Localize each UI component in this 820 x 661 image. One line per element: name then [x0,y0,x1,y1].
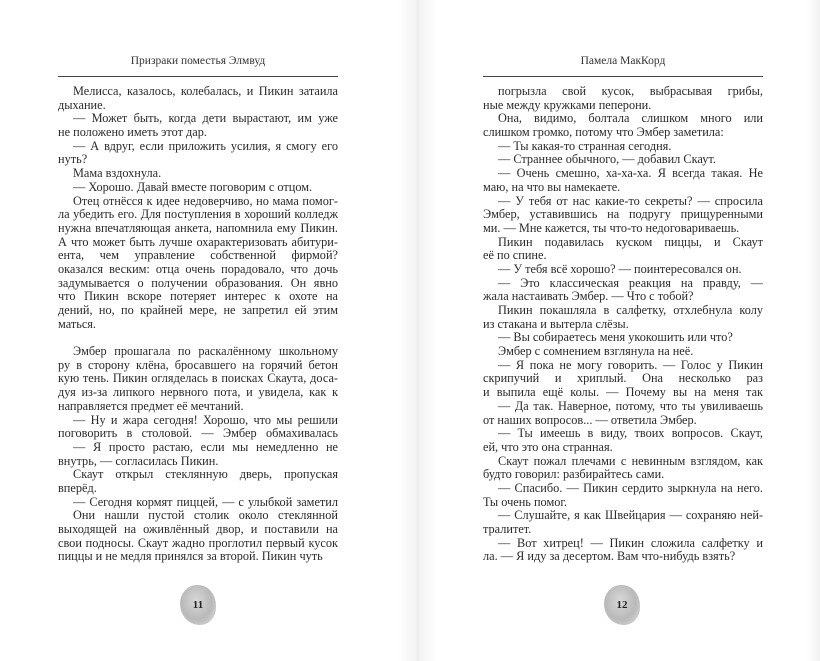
text-line: Мелисса, казалось, колебалась, и Пикин затаила [73,85,338,98]
text-line: — Вот хитрец! — Пикин сложила салфетку и [498,536,763,550]
page-edge [806,0,820,661]
section-break [58,331,338,345]
text-line: свои подносы. Скаут жадно проглотил первый кусок [58,536,338,550]
paragraph [58,441,338,468]
text-line: слишком громко, потому что Эмбер заметила: [483,126,724,140]
page-number-ornament [604,585,640,625]
page-body [58,85,338,564]
paragraph [58,140,338,167]
paragraph [483,359,763,400]
text-line: не положено иметь этот дар. [58,126,207,140]
page-body [483,85,763,564]
paragraph [483,85,763,112]
text-line: — Хорошо. Давай вместе поговорим с отцом. [73,180,313,194]
text-line: Ты очень помог. [483,495,568,509]
paragraph [483,427,763,454]
text-line: ми. — Мне кажется, ты что-то недоговариваешь. [483,221,740,235]
text-line: дуя из-за липкого нервного пота, и увидела, как к [58,386,338,400]
paragraph [483,482,763,509]
text-line: Отец отнёсся к идее недоверчиво, но мама помог- [73,194,338,208]
text-line: — Я просто растаю, если мы немедленно не [73,440,338,454]
paragraph [483,153,763,167]
header-rule [58,76,338,77]
text-line: внутрь, — согласилась Пикин. [58,454,219,468]
text-line: ента, чем управление собственной фирмой? [58,249,338,263]
text-line: ру в сторону клёна, бросавшего на горячий бетон [58,358,338,372]
text-line: её по спине. [483,249,547,263]
page-number: 12 [616,599,628,611]
text-line: — Ну и жара сегодня! Хорошо, что мы решили [73,413,338,427]
paragraph [483,263,763,277]
text-line: Эмбер прошагала по раскалённому школьному [73,345,338,359]
text-line: нужна впечатляющая анкета, напомнила ему Пикин. [58,221,338,235]
paragraph [58,509,338,564]
text-line: — У тебя всё хорошо? — поинтересовался он. [498,262,742,276]
text-line: — Сегодня кормят пиццей, — с улыбкой заметил [73,495,338,509]
text-line: — Я пока не могу говорить. — Голос у Пикин [498,358,763,372]
paragraph [483,345,763,359]
header-rule [483,76,763,77]
text-line: дений, но, по крайней мере, не запретил ей этим [58,304,338,317]
paragraph [483,537,763,564]
text-line: скрипучий и хриплый. Она несколько раз [483,372,763,386]
paragraph [483,112,763,139]
paragraph [58,468,338,495]
text-line: дыхание. [58,98,106,112]
text-line: Пикин подавилась куском пиццы, и Скаут [498,235,763,249]
text-line: — Страннее обычного, — добавил Скаут. [498,153,716,167]
paragraph [483,509,763,536]
text-line: — Это классическая реакция на правду, — [498,276,763,290]
paragraph [483,304,763,331]
text-line: Мама вздохнула. [73,167,162,181]
book-gutter [398,0,438,661]
paragraph [58,345,338,413]
text-line: Скаут открыл стеклянную дверь, пропуская [73,468,338,482]
text-line: Пикин покашляла в салфетку, отхлебнула колу [498,304,763,317]
text-line: — У тебя от нас какие-то секреты? — спросила [498,194,763,208]
text-line: Она, видимо, болтала слишком много или [498,112,763,126]
paragraph [58,112,338,139]
paragraph [58,496,338,510]
text-line: выходящей на оживлённый двор, и поставили на [58,523,338,536]
text-line: — Ты имеешь в виду, твоих вопросов. Скаут, [498,427,763,441]
paragraph [58,181,338,195]
page-number: 11 [192,599,204,611]
paragraph [483,167,763,194]
text-line: жала настаивать Эмбер. — Что с тобой? [483,290,694,304]
text-line: — Очень смешно, ха-ха-ха. Я всегда такая. Не [498,167,763,181]
paragraph [58,85,338,112]
text-line: Они нашли пустой столик около стеклянной [73,509,338,523]
text-line: из стакана и вытерла слёзы. [483,317,629,331]
text-line: кую тень. Пикин огляделась в поисках Скаута, доса- [58,372,338,386]
text-line: — Может быть, когда дети вырастают, им уже [73,112,338,126]
text-line: маю, на что вы намекаете. [483,180,621,194]
running-header-author: Памела МакКорд [580,55,666,67]
text-line: направляется предмет её мечтаний. [58,399,244,413]
text-line: от наших вопросов... — ответила Эмбер. [483,413,697,427]
text-line: погрызла свой кусок, выбрасывая грибы, [498,85,763,98]
text-line: Эмбер, уставившись на подругу прищуренными [483,208,763,222]
text-line: ные между кружками пеперони. [483,98,652,112]
paragraph [483,236,763,263]
text-line: маться. [58,317,97,331]
text-line: пиццы и не медля принялся за второй. Пикин чуть [58,550,323,564]
paragraph [483,195,763,236]
paragraph [58,167,338,181]
text-line: — А вдруг, если приложить усилия, я смогу его [73,139,338,153]
paragraph [58,195,338,332]
text-line: будто говорил: разбирайтесь сами. [483,468,665,482]
running-header-book-title: Призраки поместья Элмвуд [130,55,266,67]
text-line: и выпила ещё колы. — Почему вы на меня так [483,386,763,400]
text-line: — Вы собираетесь меня укокошить или что? [498,331,733,345]
text-line: нуть? [58,153,88,167]
text-line: — Ты какая-то странная сегодня. [498,139,672,153]
paragraph [483,140,763,154]
text-line: А что может быть лучше охарактеризовать абитури- [58,235,338,249]
text-line: Скаут пожал плечами с невинным взглядом, как [498,454,763,468]
text-line: Эмбер с сомнением взглянула на неё. [498,345,694,359]
text-line: ла. — Я иду за десертом. Вам что-нибудь взять? [483,550,736,564]
text-line: оказался веским: отца очень порадовало, что дочь [58,262,338,276]
page-number-ornament [180,585,216,625]
paragraph [483,400,763,427]
text-line: поговорить в столовой. — Эмбер обмахивалась [58,427,338,441]
paragraph [483,455,763,482]
text-line: ла убедить его. Для поступления в хороший колледж [58,208,338,222]
paragraph [483,331,763,345]
text-line: что Пикин вскоре потеряет интерес к охоте на [58,290,338,304]
paragraph [58,414,338,441]
text-line: вперёд. [58,481,97,495]
paragraph [483,277,763,304]
text-line: задумывается о получении образования. Он явно [58,276,338,290]
text-line: тралитет. [483,523,532,536]
text-line: ей, что это она странная. [483,440,613,454]
text-line: — Да так. Наверное, потому, что ты увиливаешь [498,399,763,413]
text-line: — Спасибо. — Пикин сердито зыркнула на него. [498,481,763,495]
text-line: — Слушайте, я как Швейцария — сохраняю ней- [498,509,763,523]
